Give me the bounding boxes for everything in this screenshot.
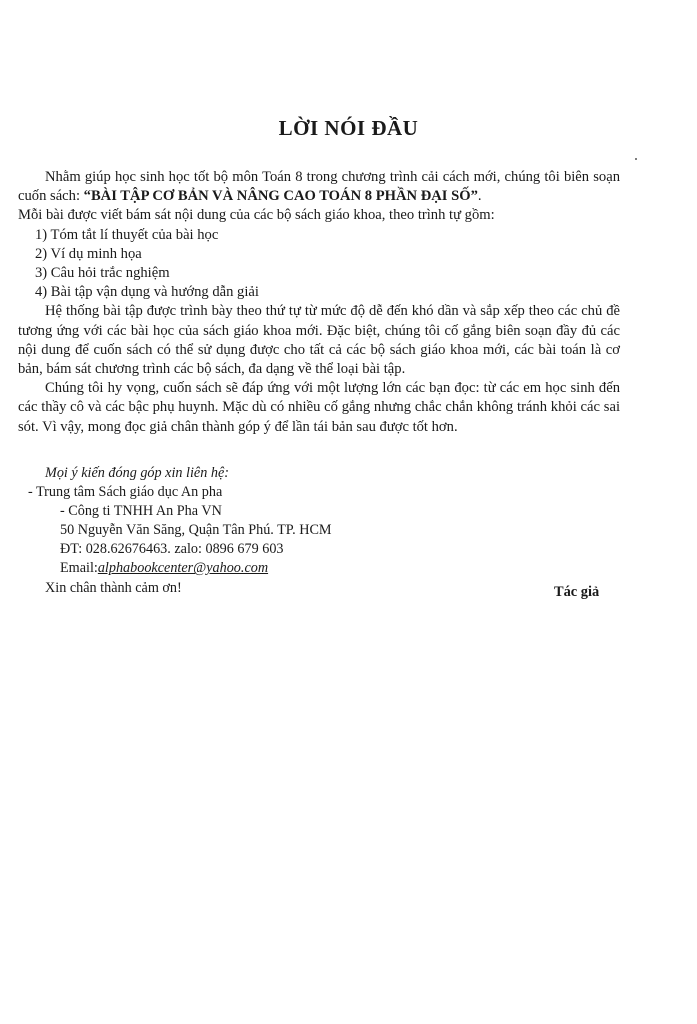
hope-paragraph: Chúng tôi hy vọng, cuốn sách sẽ đáp ứng với một lượng lớn các bạn đọc: từ các em học sinh đến các thầy cô và các bậc phụ huynh. Mặc dù có nhiều cố gắng nhưng chắc chắn không tránh khỏi các sai sót. Vì vậy, mong đọc giả chân thành góp ý để lần tái bản sau được tốt hơn. xyxy=(18,380,620,435)
intro-text: Nhằm giúp học sinh học tốt bộ môn Toán 8 trong chương trình cải cách mới, chúng tôi biên soạn cuốn sách: xyxy=(18,169,620,205)
system-paragraph: Hệ thống bài tập được trình bày theo thứ tự từ mức độ dễ đến khó dần và sắp xếp theo các chủ đề tương ứng với các bài học của sách giáo khoa mới. Đặc biệt, chúng tôi cố gắng biên soạn đầy đủ các nội dung để cuốn sách có thể sử dụng được cho tất cả các bộ sách giáo khoa mới, các bài toán là cơ bản, bám sát chương trình các bộ sách, đa dạng về thể loại bài tập. xyxy=(18,303,620,378)
intro-end: . xyxy=(477,188,482,205)
page-title: LỜI NÓI ĐẦU xyxy=(278,116,419,140)
list-item-3: 3) Câu hỏi trắc nghiệm xyxy=(35,265,170,282)
contact-block xyxy=(18,464,618,598)
contact-company: - Công ti TNHH An Pha VN xyxy=(60,503,222,520)
contact-center: - Trung tâm Sách giáo dục An pha xyxy=(28,484,223,501)
preface-body xyxy=(18,168,620,437)
author-signature: Tác giả xyxy=(554,584,600,600)
email-label: Email: xyxy=(60,560,98,577)
email-link[interactable]: alphabookcenter@yahoo.com xyxy=(97,560,269,577)
intro-paragraph xyxy=(18,168,620,206)
contact-email-line xyxy=(18,559,618,578)
list-item-2: 2) Ví dụ minh họa xyxy=(35,245,142,262)
contact-address: 50 Nguyễn Văn Săng, Quận Tân Phú. TP. HCM xyxy=(60,522,332,539)
list-item-4: 4) Bài tập vận dụng và hướng dẫn giải xyxy=(35,284,259,301)
structure-intro: Mỗi bài được viết bám sát nội dung của các bộ sách giáo khoa, theo trình tự gồm: xyxy=(18,207,495,224)
contact-header: Mọi ý kiến đóng góp xin liên hệ: xyxy=(45,465,229,481)
contact-phone: ĐT: 028.62676463. zalo: 0896 679 603 xyxy=(60,541,284,558)
book-title: “BÀI TẬP CƠ BẢN VÀ NÂNG CAO TOÁN 8 PHẦN ĐẠI SỐ” xyxy=(83,188,478,205)
thanks-line: Xin chân thành cảm ơn! xyxy=(45,579,182,596)
scan-speck xyxy=(635,158,637,160)
list-item-1: 1) Tóm tắt lí thuyết của bài học xyxy=(35,226,219,243)
